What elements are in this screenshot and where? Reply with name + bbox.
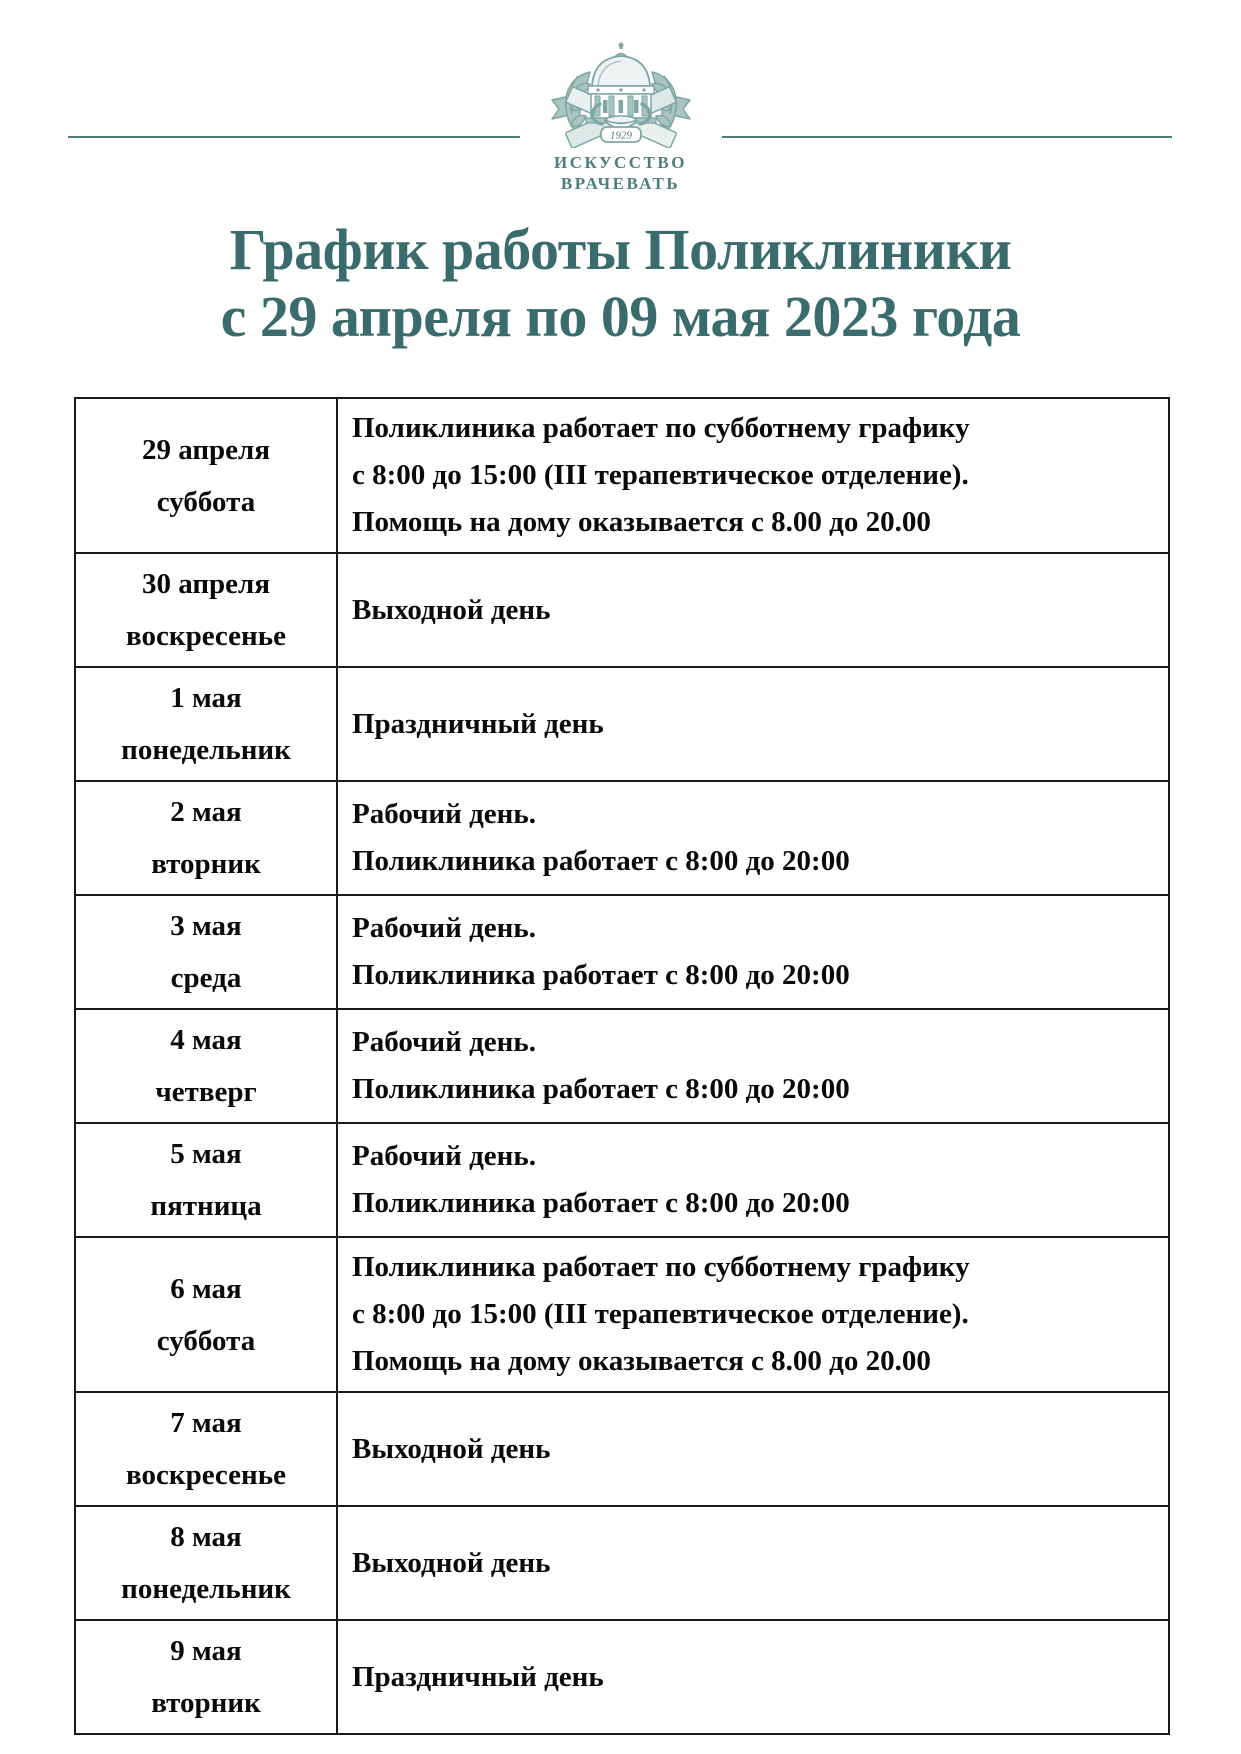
day-label: понедельник	[121, 1573, 291, 1605]
description-line: Поликлиника работает с 8:00 до 20:00	[352, 959, 850, 991]
table-row	[75, 1506, 1169, 1620]
date-cell	[75, 895, 337, 1009]
date-cell	[75, 1009, 337, 1123]
date-cell	[75, 398, 337, 553]
description-cell	[337, 667, 1169, 781]
table-row	[75, 667, 1169, 781]
logo-caption-line2: ВРАЧЕВАТЬ	[560, 174, 681, 193]
description-line: Рабочий день.	[352, 1026, 536, 1058]
emblem-year: 1929	[609, 129, 632, 142]
page-title-line2: с 29 апреля по 09 мая 2023 года	[220, 284, 1021, 349]
description-line: с 8:00 до 15:00 (III терапевтическое отделение).	[352, 459, 969, 491]
description-line: Помощь на дому оказывается с 8.00 до 20.00	[352, 1345, 931, 1377]
clinic-logo	[506, 42, 736, 194]
day-label: четверг	[155, 1076, 257, 1108]
table-row	[75, 1123, 1169, 1237]
schedule-section	[74, 397, 1241, 1735]
description-line: Выходной день	[352, 1432, 551, 1465]
description-cell	[337, 398, 1169, 553]
description-line: Помощь на дому оказывается с 8.00 до 20.00	[352, 506, 931, 538]
description-cell	[337, 553, 1169, 667]
day-label: вторник	[151, 1687, 261, 1719]
description-cell	[337, 1009, 1169, 1123]
day-label: среда	[170, 962, 242, 994]
date-cell	[75, 1506, 337, 1620]
day-label: вторник	[151, 848, 261, 880]
date-label: 9 мая	[170, 1635, 242, 1667]
table-row	[75, 1620, 1169, 1734]
schedule-table	[74, 397, 1170, 1735]
table-row	[75, 781, 1169, 895]
date-label: 1 мая	[170, 682, 242, 714]
description-line: Поликлиника работает с 8:00 до 20:00	[352, 1187, 850, 1219]
date-cell	[75, 1237, 337, 1392]
description-cell	[337, 781, 1169, 895]
logo-caption-line1: ИСКУССТВО	[554, 153, 687, 172]
description-line: с 8:00 до 15:00 (III терапевтическое отделение).	[352, 1298, 969, 1330]
date-label: 30 апреля	[141, 568, 271, 600]
table-row	[75, 895, 1169, 1009]
description-cell	[337, 1392, 1169, 1506]
day-label: понедельник	[121, 734, 291, 766]
logo-caption	[506, 152, 736, 194]
day-label: воскресенье	[126, 620, 286, 652]
table-row	[75, 553, 1169, 667]
day-label: воскресенье	[126, 1459, 286, 1491]
description-line: Выходной день	[352, 593, 551, 626]
description-line: Праздничный день	[352, 1660, 604, 1693]
description-line: Поликлиника работает по субботнему графику	[352, 412, 970, 444]
table-row	[75, 398, 1169, 553]
date-cell	[75, 1123, 337, 1237]
description-line: Рабочий день.	[352, 798, 536, 830]
date-label: 5 мая	[170, 1138, 242, 1170]
date-label: 6 мая	[170, 1272, 242, 1305]
description-line: Праздничный день	[352, 707, 604, 740]
description-cell	[337, 1620, 1169, 1734]
clinic-emblem-icon	[512, 42, 730, 148]
table-row	[75, 1237, 1169, 1392]
description-line: Выходной день	[352, 1546, 551, 1579]
description-cell	[337, 1123, 1169, 1237]
table-row	[75, 1392, 1169, 1506]
date-label: 4 мая	[170, 1024, 242, 1056]
date-cell	[75, 553, 337, 667]
date-label: 8 мая	[170, 1521, 242, 1553]
header-rule-left	[68, 136, 520, 138]
description-cell	[337, 895, 1169, 1009]
date-cell	[75, 1620, 337, 1734]
date-label: 7 мая	[170, 1407, 242, 1439]
day-label: суббота	[156, 485, 256, 518]
table-row	[75, 1009, 1169, 1123]
page-title-line1: График работы Поликлиники	[229, 217, 1012, 282]
description-line: Поликлиника работает с 8:00 до 20:00	[352, 845, 850, 877]
description-line: Поликлиника работает с 8:00 до 20:00	[352, 1073, 850, 1105]
description-cell	[337, 1506, 1169, 1620]
date-cell	[75, 781, 337, 895]
description-line: Рабочий день.	[352, 912, 536, 944]
date-cell	[75, 1392, 337, 1506]
day-label: суббота	[156, 1324, 256, 1357]
description-cell	[337, 1237, 1169, 1392]
page-title	[0, 216, 1241, 350]
date-label: 29 апреля	[141, 433, 271, 466]
page-header	[0, 0, 1241, 202]
day-label: пятница	[150, 1190, 262, 1222]
date-cell	[75, 667, 337, 781]
description-line: Рабочий день.	[352, 1140, 536, 1172]
date-label: 2 мая	[170, 796, 242, 828]
description-line: Поликлиника работает по субботнему графику	[352, 1251, 970, 1283]
date-label: 3 мая	[170, 910, 242, 942]
header-rule-right	[722, 136, 1172, 138]
